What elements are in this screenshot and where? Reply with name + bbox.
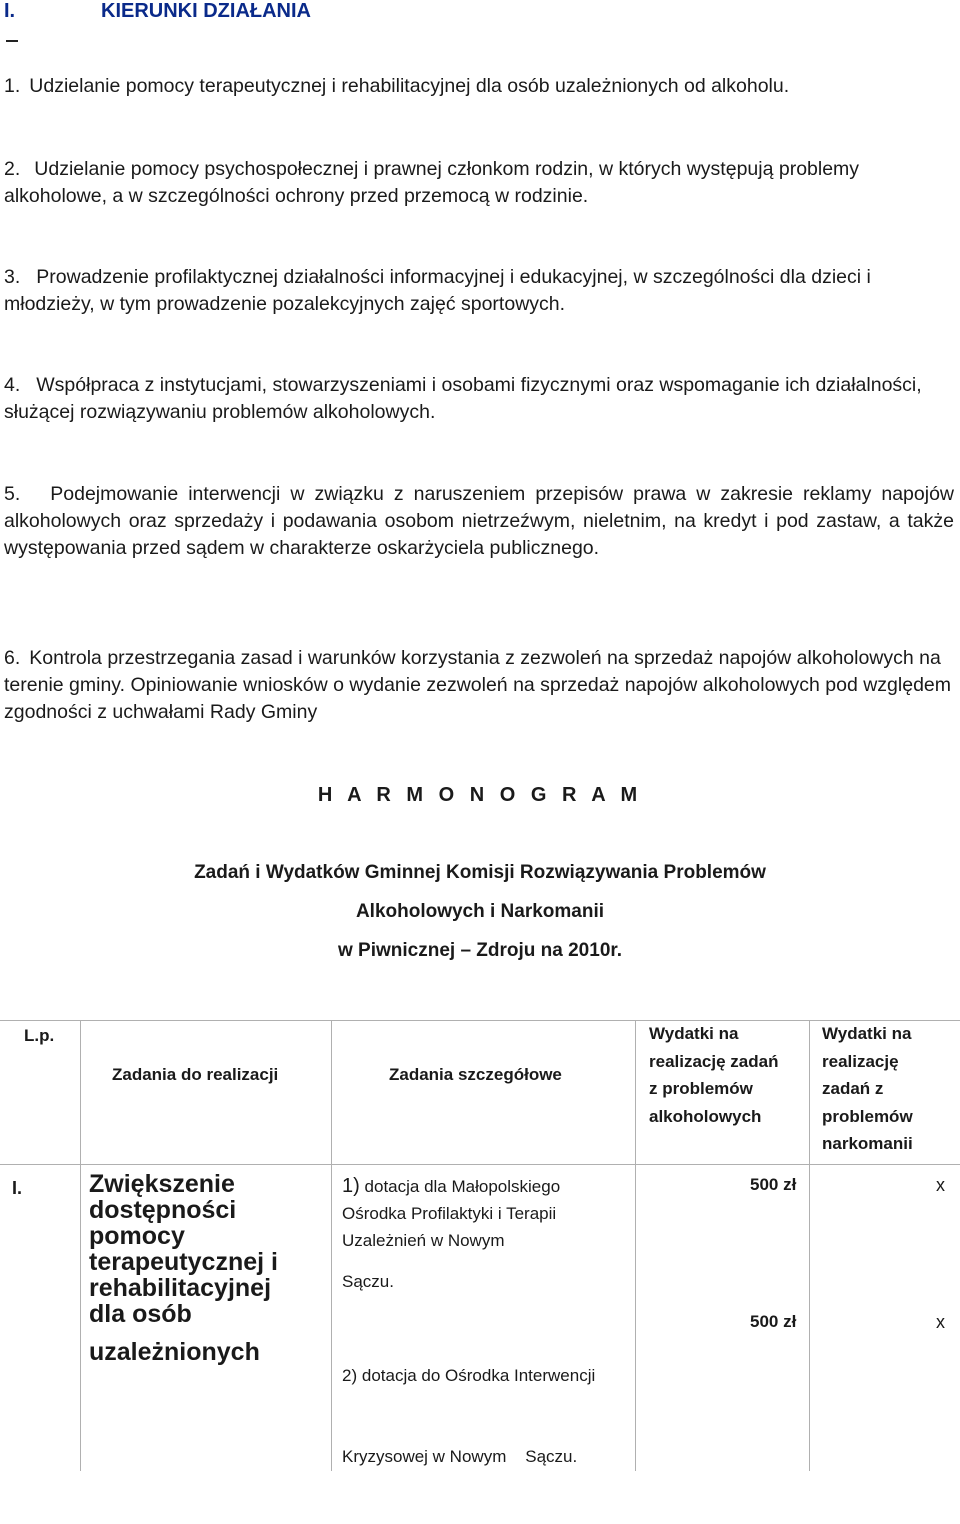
detail-number: 1) [342, 1175, 360, 1197]
harmonogram-subtitle-3: w Piwnicznej – Zdroju na 2010r. [337, 940, 623, 961]
task-line: pomocy [89, 1222, 185, 1250]
detail-item-2 [342, 1308, 595, 1524]
detail-line: Ośrodka Profilaktyki i Terapii [342, 1204, 557, 1223]
direction-4 [4, 372, 954, 426]
drug-amount-2: x [936, 1312, 945, 1332]
drug-amount-1: x [936, 1175, 945, 1195]
header-line: z problemów [649, 1079, 753, 1098]
detail-number: 2) [342, 1366, 358, 1385]
row-lp: I. [12, 1178, 23, 1198]
detail-item-1 [342, 1173, 560, 1295]
header-drug-expenses [822, 1020, 913, 1158]
task-line: dostępności [89, 1196, 237, 1224]
direction-number: 4. [4, 374, 21, 396]
row-task [89, 1171, 278, 1365]
table-grid-line [80, 1020, 81, 1471]
direction-text: Udzielanie pomocy terapeutycznej i rehabilitacyjnej dla osób uzależnionych od alkoholu. [29, 75, 790, 97]
detail-line: Sączu. [342, 1272, 394, 1291]
direction-number: 3. [4, 266, 21, 288]
header-line: realizację zadań [649, 1051, 779, 1071]
direction-number: 1. [4, 75, 21, 97]
detail-line: dotacja do Ośrodka Interwencji [361, 1366, 596, 1385]
harmonogram-subtitle-1: Zadań i Wydatków Gminnej Komisji Rozwiązywania Problemów [194, 862, 766, 883]
header-details: Zadania szczegółowe [389, 1065, 562, 1084]
header-tasks: Zadania do realizacji [112, 1065, 279, 1084]
direction-2 [4, 156, 954, 210]
task-line: rehabilitacyjnej [89, 1274, 272, 1302]
harmonogram-subtitle-2: Alkoholowych i Narkomanii [355, 901, 605, 922]
direction-number: 5. [4, 483, 21, 505]
section-title: KIERUNKI DZIAŁANIA [101, 0, 311, 22]
table-grid-line [0, 1164, 960, 1165]
task-line: dla osób [89, 1300, 192, 1328]
direction-text: Prowadzenie profilaktycznej działalności informacyjnej i edukacyjnej, w szczególności dla dzieci i młodzieży, w tym prowadzenie pozalekcyjnych zajęć sportowych. [4, 266, 871, 315]
alcohol-amount-2: 500 zł [750, 1312, 797, 1331]
table-grid-line [809, 1020, 810, 1471]
direction-number: 2. [4, 158, 21, 180]
task-line: terapeutycznej i [89, 1248, 278, 1276]
task-line: uzależnionych [89, 1338, 260, 1366]
direction-1 [4, 73, 954, 100]
table-grid-line [635, 1020, 636, 1471]
detail-line: dotacja dla Małopolskiego [364, 1177, 561, 1196]
section-number: I. [4, 0, 16, 22]
task-line: Zwiększenie [89, 1170, 235, 1198]
header-line: zadań z [822, 1079, 884, 1098]
direction-6 [4, 645, 954, 726]
alcohol-amount-1: 500 zł [750, 1175, 797, 1194]
detail-line: Kryzysowej w Nowym Sączu. [342, 1447, 578, 1466]
detail-line: Uzależnień w Nowym [342, 1231, 505, 1250]
table-grid-line [331, 1020, 332, 1471]
direction-number: 6. [4, 647, 21, 669]
heading-dash [6, 40, 18, 42]
direction-3 [4, 264, 954, 318]
harmonogram-title: H A R M O N O G R A M [317, 784, 643, 806]
expenses-table [0, 1020, 960, 1471]
direction-text: Kontrola przestrzegania zasad i warunków korzystania z zezwoleń na sprzedaż napojów alkoholowych na terenie gminy. Opiniowanie wniosków o wydanie zezwoleń na sprzedaż napojów alkoholowych pod względem zgodności z uchwałami Rady Gminy [4, 647, 951, 723]
header-alcohol-expenses [649, 1020, 778, 1130]
section-heading [4, 0, 311, 23]
header-line: alkoholowych [649, 1106, 762, 1126]
header-line: problemów [822, 1106, 913, 1126]
header-line: narkomanii [822, 1134, 913, 1153]
header-line: realizację [822, 1051, 899, 1071]
direction-5 [4, 481, 954, 562]
direction-text: Współpraca z instytucjami, stowarzyszeniami i osobami fizycznymi oraz wspomaganie ich działalności, służącej rozwiązywaniu problemów alkoholowych. [4, 374, 922, 423]
direction-text: Udzielanie pomocy psychospołecznej i prawnej członkom rodzin, w których występują problemy alkoholowe, a w szczególności ochrony przed przemocą w rodzinie. [4, 158, 860, 207]
header-lp: L.p. [24, 1026, 55, 1045]
direction-text: Podejmowanie interwencji w związku z naruszeniem przepisów prawa w zakresie reklamy napojów alkoholowych oraz sprzedaży i podawania osobom nietrzeźwym, nieletnim, na kredyt i pod zastaw, a także występowania przed sądem w charakterze oskarżyciela publicznego. [4, 483, 954, 559]
header-line: Wydatki na [649, 1024, 739, 1043]
header-line: Wydatki na [822, 1024, 912, 1043]
table-grid-line [0, 1020, 960, 1021]
